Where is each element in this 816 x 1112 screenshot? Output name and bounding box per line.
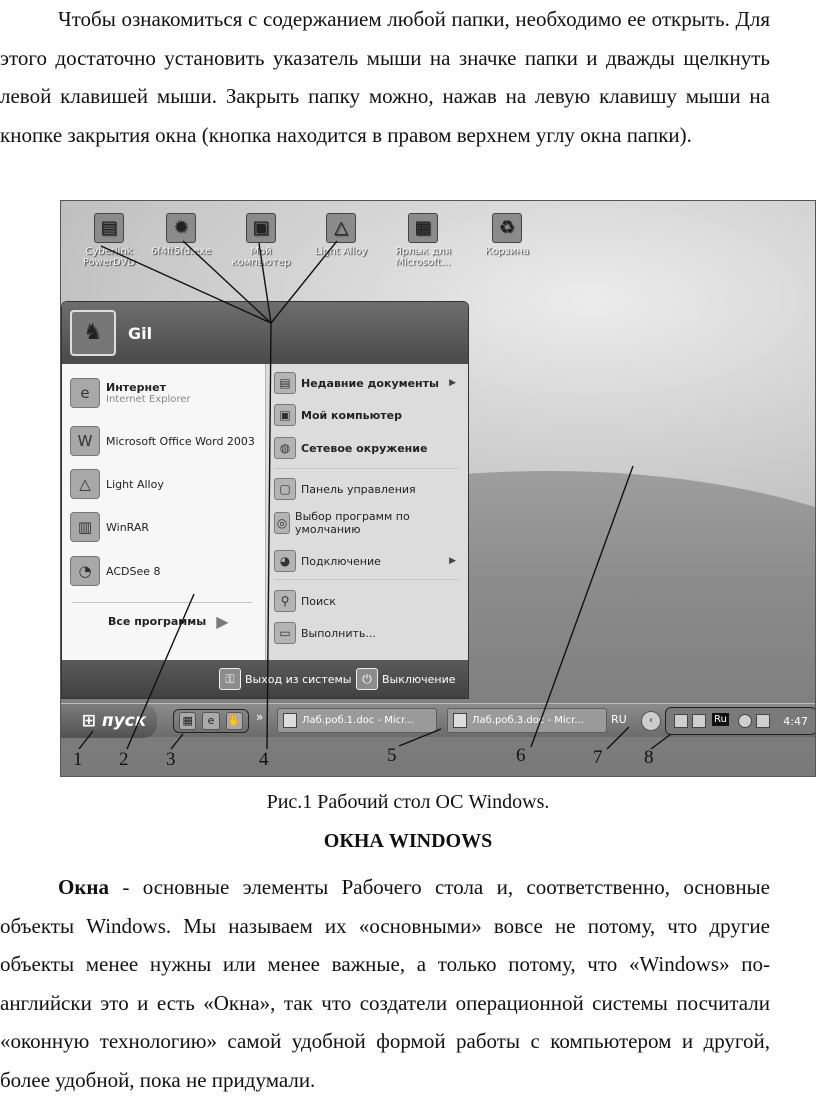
intro-paragraph xyxy=(0,0,770,154)
shutdown-button[interactable]: ⏻ Выключение xyxy=(356,668,456,690)
run-icon: ▭ xyxy=(274,622,296,644)
callout-lines xyxy=(61,201,816,777)
clock: 4:47 xyxy=(783,715,808,728)
acdsee-icon: ◔ xyxy=(70,556,100,586)
taskbar-button-doc1[interactable]: Лаб.роб.1.doc - Micr... xyxy=(277,708,437,733)
start-item-word[interactable]: W Microsoft Office Word 2003 xyxy=(70,426,255,456)
tray-language-icon[interactable]: Ru xyxy=(714,714,727,725)
network-icon: ◍ xyxy=(274,437,296,459)
internet-explorer-icon: e xyxy=(70,378,100,408)
callout-line-6 xyxy=(531,466,633,747)
intro-text: Чтобы ознакомиться с содержанием любой папки, необходимо ее открыть. Для этого достаточно установить указатель мыши на значке папки и дважды щелкнуть левой клавишей мыши. Закрыть папку можно, нажав на левую клавишу мыши на кнопке закрытия окна (кнопка находится в правом верхнем углу окна папки). xyxy=(0,7,770,147)
desktop-icon-powerdvd[interactable]: ▤ Cyberlink PowerDVD xyxy=(73,213,145,268)
start-item-light-alloy[interactable]: △ Light Alloy xyxy=(70,469,164,499)
callout-number-3: 3 xyxy=(166,749,176,770)
section-heading: ОКНА WINDOWS xyxy=(323,830,493,852)
power-icon: ⏻ xyxy=(356,668,378,690)
winrar-icon: ▥ xyxy=(70,512,100,542)
start-item-internet[interactable]: e Интернет Internet Explorer xyxy=(70,378,191,408)
user-avatar[interactable]: ♞ xyxy=(70,310,116,356)
powerdvd-icon: ▤ xyxy=(94,213,124,243)
arrow-right-icon: ▶ xyxy=(216,612,229,631)
default-programs-icon: ◎ xyxy=(274,512,290,534)
start-item-network[interactable]: ◍ Сетевое окружение xyxy=(274,437,427,459)
key-icon: ⚿ xyxy=(219,668,241,690)
computer-icon: ▣ xyxy=(274,404,296,426)
submenu-arrow-icon: ▶ xyxy=(449,378,456,388)
callout-line-4c xyxy=(259,243,271,323)
submenu-arrow-icon: ▶ xyxy=(449,556,456,566)
callout-number-6: 6 xyxy=(516,745,526,766)
taskbar-button-doc3[interactable]: Лаб.роб.3.doc - Micr... xyxy=(447,708,607,733)
callout-number-1: 1 xyxy=(73,749,83,770)
language-indicator[interactable]: RU xyxy=(611,713,627,726)
desktop-quick-icon[interactable]: ▦ xyxy=(179,712,196,730)
start-item-my-computer[interactable]: ▣ Мой компьютер xyxy=(274,404,402,426)
recycle-bin-icon: ♻ xyxy=(492,213,522,243)
callout-number-8: 8 xyxy=(644,747,654,768)
desktop-icon-light-alloy[interactable]: △ Light Alloy xyxy=(305,213,377,257)
callout-number-5: 5 xyxy=(387,745,397,766)
desktop-screenshot-figure xyxy=(60,200,816,777)
light-alloy-icon: △ xyxy=(70,469,100,499)
callout-line-3 xyxy=(171,734,183,749)
callout-number-2: 2 xyxy=(119,749,129,770)
start-item-winrar[interactable]: ▥ WinRAR xyxy=(70,512,149,542)
callout-line-8 xyxy=(651,734,671,749)
callout-line-4 xyxy=(267,323,271,749)
shortcut-icon: ▦ xyxy=(408,213,438,243)
callout-line-4a xyxy=(101,246,271,323)
media-quick-icon[interactable]: ✋ xyxy=(226,712,243,730)
exe-icon: ✹ xyxy=(166,213,196,243)
word-icon: W xyxy=(70,426,100,456)
logoff-button[interactable]: ⚿ Выход из системы xyxy=(219,668,351,690)
tray-expand-icon[interactable]: ‹ xyxy=(641,711,661,731)
start-item-control-panel[interactable]: ▢ Панель управления xyxy=(274,478,416,500)
windows-paragraph-text: - основные элементы Рабочего стола и, соответственно, основные объекты Windows. Мы называем их «основными» вовсе не потому, что другие объекты менее нужны или менее важные, а только потому, что «Windows» по-английски это и есть «Окна», так что создатели операционной системы посчитали «оконную технологию» самой удобной формой работы с компьютером и другой, более удобной, пока не придумали. xyxy=(0,875,770,1092)
callout-line-4b xyxy=(183,241,271,323)
search-icon: ⚲ xyxy=(274,590,296,612)
figure-caption: Рис.1 Рабочий стол ОС Windows. xyxy=(266,791,550,813)
internet-explorer-icon[interactable]: e xyxy=(202,712,219,730)
callout-number-4: 4 xyxy=(259,749,269,770)
desktop-icon-exe[interactable]: ✹ 6f4ff5fd.exe xyxy=(145,213,217,257)
term-windows: Окна xyxy=(58,875,110,899)
callout-line-1 xyxy=(79,731,93,749)
recent-documents-icon: ▤ xyxy=(274,372,296,394)
desktop-icon-shortcut[interactable]: ▦ Ярлык для Microsoft... xyxy=(387,213,459,268)
connect-icon: ◕ xyxy=(274,550,296,572)
start-item-run[interactable]: ▭ Выполнить... xyxy=(274,622,376,644)
computer-icon: ▣ xyxy=(246,213,276,243)
windows-logo-icon: ⊞ xyxy=(81,710,96,731)
user-name: Gil xyxy=(128,323,153,343)
light-alloy-icon: △ xyxy=(326,213,356,243)
callout-line-5 xyxy=(399,729,441,746)
start-button[interactable]: ⊞ пуск xyxy=(61,704,157,738)
control-panel-icon: ▢ xyxy=(274,478,296,500)
callout-line-2 xyxy=(127,594,194,749)
callout-number-7: 7 xyxy=(593,747,603,768)
desktop-icon-recycle-bin[interactable]: ♻ Корзина xyxy=(471,213,543,257)
callout-line-7 xyxy=(607,727,629,749)
all-programs-button[interactable]: Все программы ▶ xyxy=(108,612,229,631)
callout-line-4d xyxy=(271,241,337,323)
start-item-connect[interactable]: ◕ Подключение ▶ xyxy=(274,550,464,572)
quick-launch-overflow-icon[interactable]: » xyxy=(256,710,264,724)
windows-paragraph xyxy=(0,868,770,1099)
start-item-search[interactable]: ⚲ Поиск xyxy=(274,590,336,612)
start-item-acdsee[interactable]: ◔ ACDSee 8 xyxy=(70,556,161,586)
start-item-recent-documents[interactable]: ▤ Недавние документы ▶ xyxy=(274,372,464,394)
start-item-default-programs[interactable]: ◎ Выбор программ по умолчанию xyxy=(274,510,424,536)
desktop-icon-my-computer[interactable]: ▣ Мой компьютер xyxy=(225,213,297,268)
